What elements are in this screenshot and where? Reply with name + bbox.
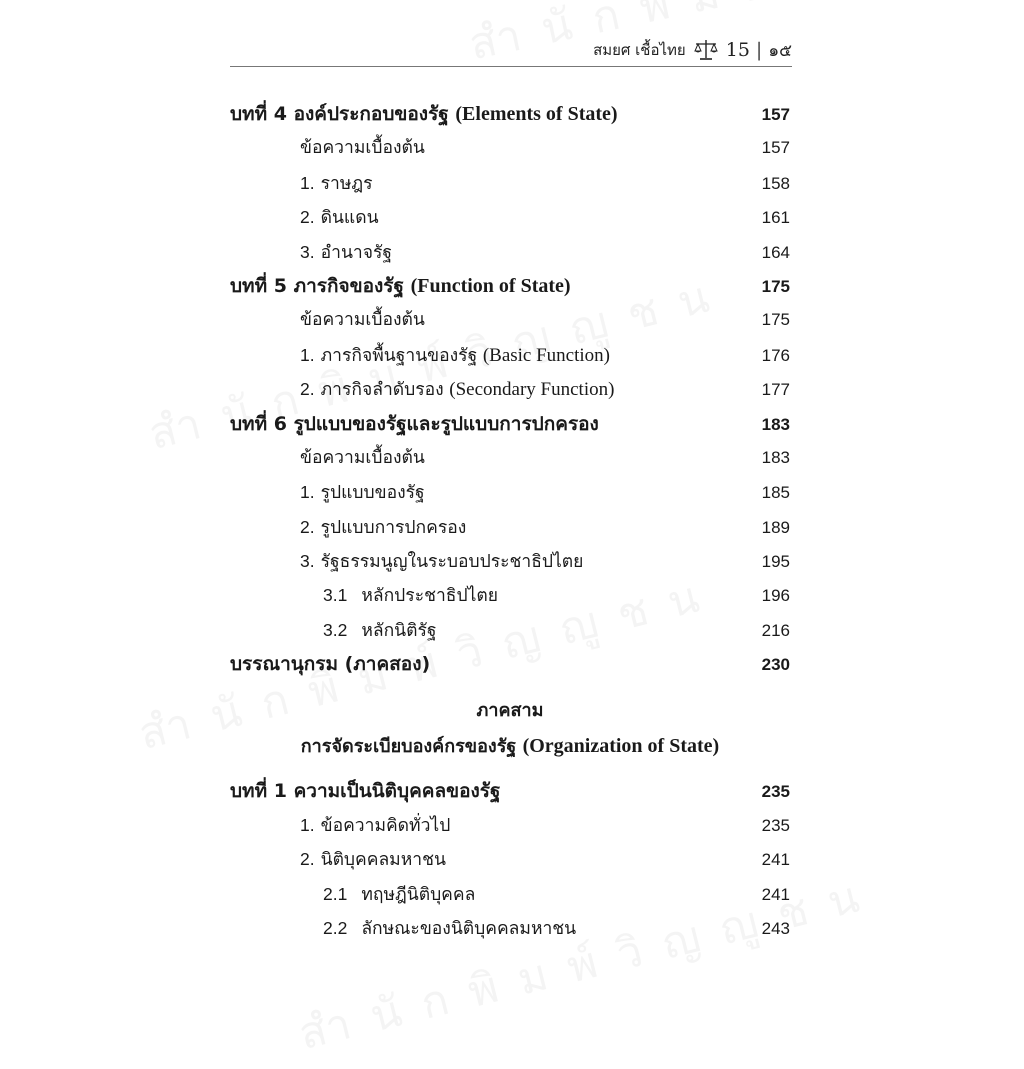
page-number: 195 [761,552,790,572]
toc-entry[interactable]: 3. อำนาจรัฐ 164 [230,235,790,269]
page-number: 164 [761,242,790,262]
page-number: 175 [761,276,790,296]
toc-chapter-4[interactable] [230,97,790,131]
page-number: 183 [761,414,790,434]
page-number: 157 [761,138,790,158]
scales-of-justice-icon [694,39,718,61]
page-number: 235 [761,781,790,801]
page-number: 176 [761,345,790,365]
page-number-separator: | [755,39,763,61]
page-number: 177 [761,380,790,400]
toc-entry[interactable]: 2. รูปแบบการปกครอง 189 [230,510,790,544]
chapter-title: บทที่ 1 ความเป็นนิติบุคคลของรัฐ [230,779,501,802]
toc-part3-chapter-1[interactable] [230,774,790,808]
part-subtitle: การจัดระเบียบองค์กรของรัฐ (Organization of State) [300,734,720,757]
page-number: 230 [761,655,790,675]
page-number: 235 [761,816,790,836]
toc-bibliography[interactable]: บรรณานุกรม (ภาคสอง) 230 [230,647,790,681]
toc-entry[interactable]: ข้อความเบื้องต้น 183 [230,441,790,475]
page-number: 189 [761,517,790,537]
page-number: 216 [761,620,790,640]
spacer [230,682,790,694]
author-name: สมยศ เชื้อไทย [593,41,686,59]
toc-chapter-5[interactable] [230,269,790,303]
toc-entry[interactable]: 2. ภารกิจลำดับรอง (Secondary Function) 177 [230,372,790,406]
page-number-arabic: 15 [725,39,750,61]
page-number: 241 [761,884,790,904]
toc-subentry[interactable]: 2.1 ทฤษฎีนิติบุคคล 241 [230,877,790,911]
page-number: 161 [761,208,790,228]
toc-entry[interactable]: 1. ข้อความคิดทั่วไป 235 [230,808,790,842]
part-title: ภาคสาม [476,699,544,721]
toc-entry[interactable]: ข้อความเบื้องต้น 157 [230,131,790,165]
toc-entry[interactable]: 1. ราษฎร 158 [230,166,790,200]
page-number: 243 [761,919,790,939]
chapter-title: บทที่ 6 รูปแบบของรัฐและรูปแบบการปกครอง [230,412,599,435]
toc-subentry[interactable]: 3.2 หลักนิติรัฐ 216 [230,613,790,647]
page-number: 241 [761,850,790,870]
running-header [230,34,792,67]
page-number-thai: ๑๕ [768,40,792,61]
toc-entry[interactable]: 2. นิติบุคคลมหาชน 241 [230,842,790,876]
toc-subentry[interactable]: 2.2 ลักษณะของนิติบุคคลมหาชน 243 [230,911,790,945]
page-number: 185 [761,483,790,503]
page-number: 157 [761,105,790,124]
toc-entry[interactable]: 1. รูปแบบของรัฐ 185 [230,475,790,509]
toc-subentry[interactable]: 3.1 หลักประชาธิปไตย 196 [230,578,790,612]
toc-entry[interactable]: ข้อความเบื้องต้น 175 [230,303,790,337]
toc-entry[interactable]: 3. รัฐธรรมนูญในระบอบประชาธิปไตย 195 [230,544,790,578]
page-number: 183 [761,447,790,467]
table-of-contents [230,97,790,946]
toc-entry[interactable]: 2. ดินแดน 161 [230,200,790,234]
page-number: 196 [761,586,790,606]
toc-entry[interactable]: 1. ภารกิจพื้นฐานของรัฐ (Basic Function) 176 [230,338,790,372]
page-number: 175 [761,310,790,330]
page-number: 158 [761,173,790,193]
toc-chapter-6[interactable] [230,407,790,441]
chapter-title: บทที่ 5 ภารกิจของรัฐ (Function of State) [230,274,571,297]
chapter-title: บทที่ 4 องค์ประกอบของรัฐ (Elements of State) [230,103,618,125]
